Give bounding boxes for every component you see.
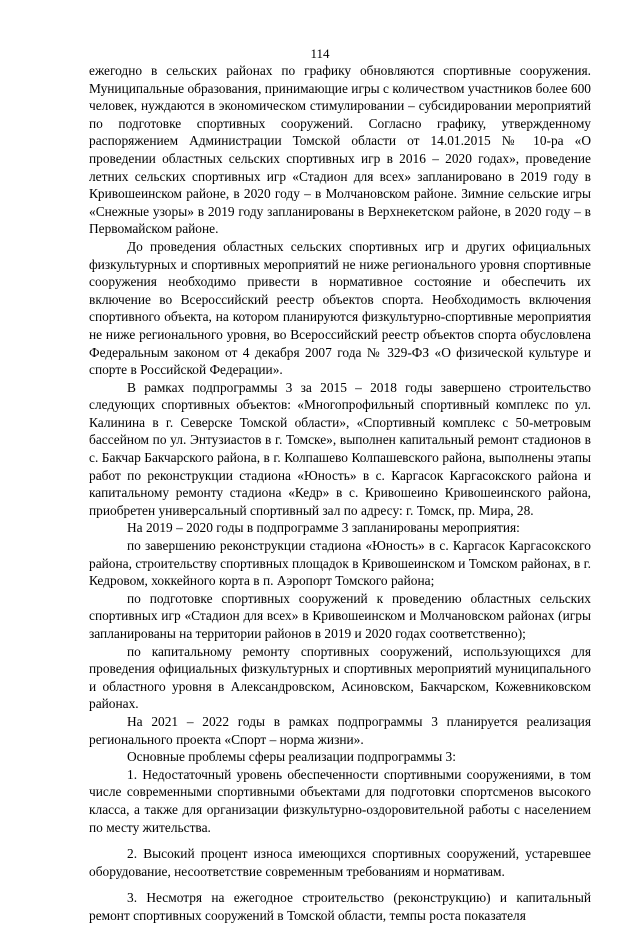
paragraph-completed-construction: В рамках подпрограммы 3 за 2015 – 2018 годы завершено строительство следующих спортивных объектов: «Многопрофильный спортивный комплекс по ул. Калинина в г. Северске Томской области», «Спортивный комплекс с 50-метровым бассейном по ул. Энтузиастов в г. Томске», выполнен капитальный ремонт стадионов в с. Бакчар Бакчарского района, в г. Колпашево Колпашевского района, выполнены этапы работ по реконструкции стадиона «Юность» в с. Каргасок Каргасокского района и капитальному ремонту стадиона «Кедр» в с. Кривошеино Кривошеинского района, приобретен универсальный спортивный зал по адресу: г. Томск, пр. Мира, 28. xyxy=(89,379,591,518)
problem-item-1: 1. Недостаточный уровень обеспеченности спортивными сооружениями, в том числе современными спортивными объектами для подготовки спортсменов высокого класса, а также для организации физкультурно-оздоровительной работы с населением по месту жительства. xyxy=(89,766,591,835)
list-item-reconstruction: по завершению реконструкции стадиона «Юность» в с. Каргасок Каргасокского района, строительству спортивных площадок в Кривошеинском и Томском районах, в г. Кедровом, хоккейного корта в п. Аэропорт Томского района; xyxy=(89,538,591,589)
paragraph-regional-project: На 2021 – 2022 годы в рамках подпрограммы 3 планируется реализация регионального проекта «Спорт – норма жизни». xyxy=(89,713,591,747)
paragraph-continued-text: ежегодно в сельских районах по графику обновляются спортивные сооружения. Муниципальные образования, принимающие игры с количеством участников более 600 человек, нуждаются в экономическом стимулировании – субсидировании мероприятий по подготовке спортивных сооружений. Согласно графику, утвержденному распоряжением Администрации Томской области от 14.01.2015 № 10-ра «О проведении областных сельских спортивных игр в 2016 – 2020 годах», проведение летних сельских спортивных игр «Стадион для всех» запланировано в 2019 году в Кривошеинском районе, в 2020 году – в Молчановском районе. Зимние сельские игры «Снежные узоры» в 2019 году запланированы в Верхнекетском районе, в 2020 году – в Первомайском районе. xyxy=(89,63,591,237)
page-body xyxy=(89,62,591,925)
paragraph-main-problems-heading: Основные проблемы сферы реализации подпрограммы 3: xyxy=(127,749,456,765)
paragraph-sports-registry: До проведения областных сельских спортивных игр и других официальных физкультурных и спортивных мероприятий не ниже регионального уровня спортивные сооружения необходимо привести в нормативное состояние и обеспечить их включение во Всероссийский реестр объектов спорта. Необходимость включения спортивного объекта, на котором планируются физкультурно-спортивные мероприятия не ниже регионального уровня, во Всероссийский реестр объектов спорта обусловлена Федеральным законом от 4 декабря 2007 года № 329-ФЗ «О физической культуре и спорте в Российской Федерации». xyxy=(89,238,591,378)
problem-item-3: 3. Несмотря на ежегодное строительство (реконструкцию) и капитальный ремонт спортивных сооружений в Томской области, темпы роста показателя xyxy=(89,890,591,923)
problem-item-2: 2. Высокий процент износа имеющихся спортивных сооружений, устаревшее оборудование, несоответствие современным требованиям и нормативам. xyxy=(89,846,591,879)
paragraph-planned-2019-2020: На 2019 – 2020 годы в подпрограмме 3 запланированы мероприятия: xyxy=(127,520,520,536)
page-number: 114 xyxy=(310,46,330,61)
list-item-games-preparation: по подготовке спортивных сооружений к проведению областных сельских спортивных игр «Стадион для всех» в Кривошеинском и Молчановском районах (игры запланированы на территории районов в 2019 и 2020 годах соответственно); xyxy=(89,590,591,641)
list-item-capital-repair: по капитальному ремонту спортивных сооружений, использующихся для проведения официальных физкультурных и спортивных мероприятий муниципального и областного уровня в Александровском, Асиновском, Бакчарском, Кожевниковском районах. xyxy=(89,643,591,712)
